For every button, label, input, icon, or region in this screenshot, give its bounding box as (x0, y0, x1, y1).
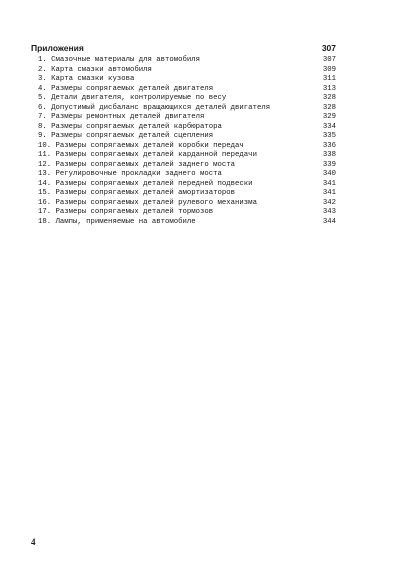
toc-entry-page: 342 (322, 198, 336, 207)
toc-entry (38, 208, 336, 218)
toc-entry-page: 338 (322, 151, 336, 159)
toc-entry-title: 17. Размеры сопрягаемых деталей тормозов (38, 208, 214, 216)
toc-entry-page: 336 (322, 141, 336, 150)
toc-entry (38, 170, 336, 180)
toc-entry-title: 16. Размеры сопрягаемых деталей рулевого механизма (38, 198, 257, 207)
toc-entry-page: 329 (322, 113, 336, 121)
toc-entry (38, 189, 336, 199)
toc-entry-title: 2. Карта смазки автомобиля (38, 65, 152, 74)
toc-entry-page: 344 (322, 217, 336, 226)
toc-entry (38, 113, 336, 123)
toc-entry (38, 75, 336, 85)
toc-entry-title: 5. Детали двигателя, контролируемые по весу (38, 94, 227, 102)
table-of-contents (38, 56, 336, 227)
toc-entry (38, 161, 336, 171)
toc-entry (38, 66, 336, 76)
toc-entry-title: 15. Размеры сопрягаемых деталей амортизаторов (38, 189, 236, 197)
toc-entry (38, 123, 336, 133)
toc-entry-page: 341 (322, 179, 336, 188)
toc-entry-page: 313 (322, 84, 336, 93)
toc-entry-title: 18. Лампы, применяемые на автомобиле (38, 217, 196, 226)
toc-entry-title: 4. Размеры сопрягаемых деталей двигателя (38, 84, 214, 93)
toc-entry-title: 1. Смазочные материалы для автомобиля (38, 56, 201, 64)
toc-entry-title: 3. Карта смазки кузова (38, 75, 135, 83)
toc-entry (38, 132, 336, 142)
page-number: 4 (31, 537, 36, 547)
toc-entry-page: 339 (322, 160, 336, 169)
toc-entry-page: 309 (322, 65, 336, 74)
toc-entry-title: 12. Размеры сопрягаемых деталей заднего моста (38, 160, 236, 169)
toc-entry-title: 8. Размеры сопрягаемых деталей карбюратора (38, 122, 222, 131)
toc-entry-title: 9. Размеры сопрягаемых деталей сцепления (38, 132, 214, 140)
section-heading (31, 42, 336, 54)
toc-entry-title: 6. Допустимый дисбаланс вращающихся деталей двигателя (38, 103, 271, 112)
toc-entry-page: 328 (322, 94, 336, 102)
toc-entry-title: 11. Размеры сопрягаемых деталей карданной передачи (38, 151, 257, 159)
toc-entry-title: 14. Размеры сопрягаемых деталей передней подвески (38, 179, 253, 188)
toc-entry (38, 142, 336, 152)
section-title: Приложения (31, 43, 84, 53)
section-page-number: 307 (321, 43, 336, 53)
toc-entry (38, 218, 336, 228)
toc-entry-title: 13. Регулировочные прокладки заднего моста (38, 170, 222, 178)
toc-entry (38, 56, 336, 66)
toc-entry (38, 85, 336, 95)
toc-entry (38, 199, 336, 209)
toc-entry-title: 7. Размеры ремонтных деталей двигателя (38, 113, 205, 121)
toc-entry (38, 151, 336, 161)
toc-entry-page: 311 (322, 75, 336, 83)
toc-entry-title: 10. Размеры сопрягаемых деталей коробки передач (38, 141, 244, 150)
toc-entry-page: 340 (322, 170, 336, 178)
toc-entry-page: 341 (322, 189, 336, 197)
toc-entry (38, 94, 336, 104)
toc-entry-page: 343 (322, 208, 336, 216)
toc-entry-page: 328 (322, 103, 336, 112)
toc-entry-page: 334 (322, 122, 336, 131)
toc-entry (38, 104, 336, 114)
toc-entry (38, 180, 336, 190)
toc-entry-page: 307 (322, 56, 336, 64)
toc-entry-page: 335 (322, 132, 336, 140)
